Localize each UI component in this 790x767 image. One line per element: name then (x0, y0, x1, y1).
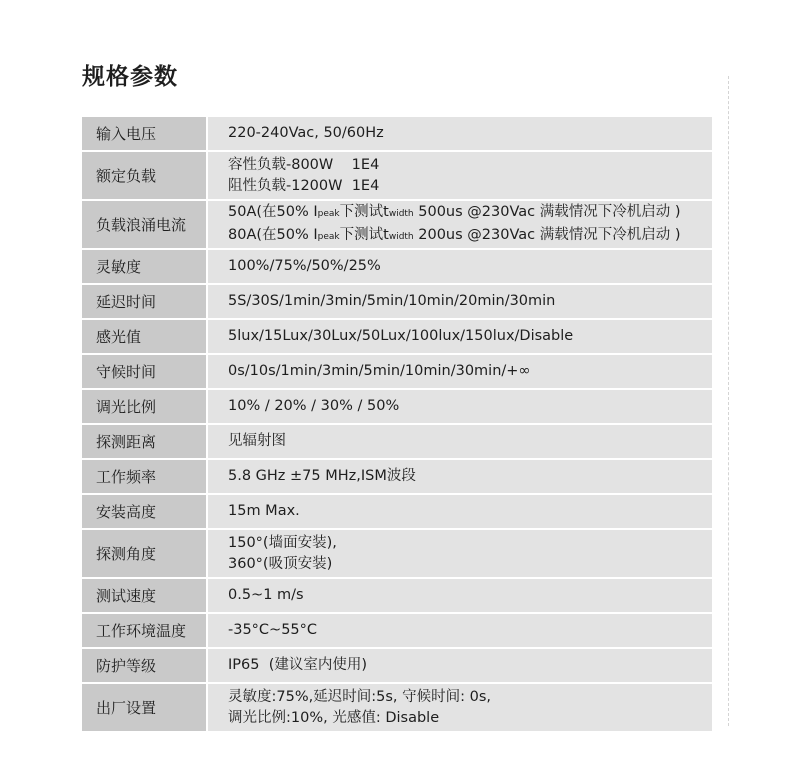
spec-label: 安装高度 (82, 495, 206, 528)
spec-value (208, 117, 712, 150)
spec-value-line: 容性负载-800W 1E4 (228, 156, 380, 173)
spec-row (82, 614, 712, 647)
spec-value-line: 50A(在50% Ipeak下测试twidth 500us @230Vac 满载情况下冷机启动 ) (228, 203, 681, 220)
spec-value-line: 0s/10s/1min/3min/5min/10min/30min/+∞ (228, 363, 531, 379)
spec-row (82, 355, 712, 388)
spec-value (208, 390, 712, 423)
spec-label: 工作频率 (82, 460, 206, 493)
spec-label: 探测角度 (82, 530, 206, 577)
spec-value-line: 80A(在50% Ipeak下测试twidth 200us @230Vac 满载情况下冷机启动 ) (228, 226, 681, 243)
spec-value (208, 530, 712, 577)
spec-row (82, 530, 712, 577)
spec-row (82, 495, 712, 528)
spec-value (208, 425, 712, 458)
spec-row (82, 579, 712, 612)
spec-label: 测试速度 (82, 579, 206, 612)
spec-row (82, 649, 712, 682)
spec-row (82, 460, 712, 493)
spec-row (82, 152, 712, 199)
spec-value-line: 220-240Vac, 50/60Hz (228, 125, 384, 141)
spec-value-line: 5.8 GHz ±75 MHz,ISM波段 (228, 468, 416, 484)
spec-value-line: 360°(吸顶安装) (228, 555, 333, 572)
spec-value-line: -35°C~55°C (228, 622, 318, 638)
spec-value-line: IP65 (建议室内使用) (228, 657, 368, 673)
spec-value (208, 495, 712, 528)
spec-label: 灵敏度 (82, 250, 206, 283)
spec-label: 额定负载 (82, 152, 206, 199)
spec-row (82, 250, 712, 283)
spec-value-line: 100%/75%/50%/25% (228, 258, 381, 274)
spec-value (208, 285, 712, 318)
spec-row (82, 684, 712, 731)
page-title: 规格参数 (82, 64, 178, 90)
spec-value (208, 250, 712, 283)
spec-value (208, 152, 712, 199)
spec-value (208, 460, 712, 493)
spec-value-line: 阻性负载-1200W 1E4 (228, 177, 380, 194)
spec-value (208, 614, 712, 647)
spec-label: 守候时间 (82, 355, 206, 388)
dashed-divider (728, 76, 729, 726)
spec-value-line: 5S/30S/1min/3min/5min/10min/20min/30min (228, 293, 556, 309)
spec-value (208, 649, 712, 682)
spec-table (82, 117, 712, 733)
spec-value-line: 5lux/15Lux/30Lux/50Lux/100lux/150lux/Disable (228, 328, 574, 344)
spec-value (208, 579, 712, 612)
spec-label: 防护等级 (82, 649, 206, 682)
spec-value-line: 15m Max. (228, 503, 300, 519)
spec-label: 负载浪涌电流 (82, 201, 206, 248)
spec-value (208, 201, 712, 248)
spec-label: 延迟时间 (82, 285, 206, 318)
spec-row (82, 425, 712, 458)
spec-value-line: 灵敏度:75%,延迟时间:5s, 守候时间: 0s, (228, 688, 491, 705)
spec-value (208, 355, 712, 388)
spec-value (208, 320, 712, 353)
spec-row (82, 285, 712, 318)
spec-label: 工作环境温度 (82, 614, 206, 647)
spec-row (82, 320, 712, 353)
spec-value-line: 见辐射图 (228, 433, 286, 449)
spec-label: 调光比例 (82, 390, 206, 423)
spec-row (82, 201, 712, 248)
spec-value-line: 0.5~1 m/s (228, 587, 304, 603)
spec-row (82, 117, 712, 150)
spec-label: 感光值 (82, 320, 206, 353)
spec-label: 输入电压 (82, 117, 206, 150)
spec-value (208, 684, 712, 731)
spec-value-line: 10% / 20% / 30% / 50% (228, 398, 400, 414)
spec-label: 探测距离 (82, 425, 206, 458)
spec-row (82, 390, 712, 423)
spec-label: 出厂设置 (82, 684, 206, 731)
spec-value-line: 调光比例:10%, 光感值: Disable (228, 709, 440, 726)
spec-value-line: 150°(墙面安装), (228, 534, 337, 551)
